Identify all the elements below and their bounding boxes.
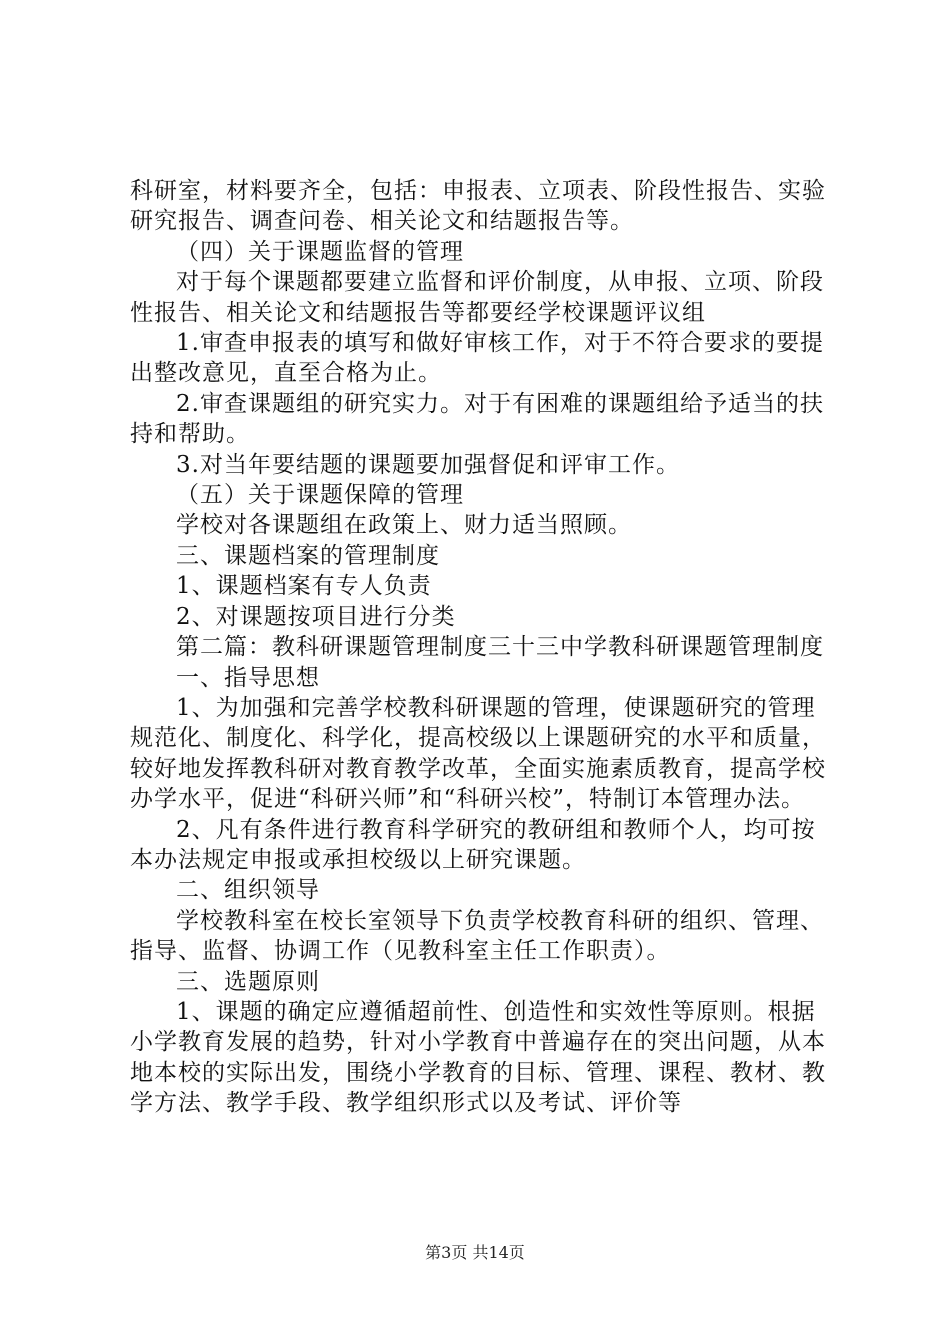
page-number-label: 第3页 共14页 — [425, 1243, 525, 1262]
paragraph: 1、为加强和完善学校教科研课题的管理，使课题研究的管理规范化、制度化、科学化，提高校级以上课题研究的水平和质量，较好地发挥教科研对教育教学改革，全面实施素质教育，提高学校办学水平，促进“科研兴师”和“科研兴校”，特制订本管理办法。 — [130, 694, 826, 813]
chapter-title: 第二篇：教科研课题管理制度三十三中学教科研课题管理制度 — [176, 634, 824, 661]
list-item: 2、对课题按项目进行分类 — [176, 603, 456, 630]
page-footer — [0, 1243, 950, 1263]
section-heading: （四）关于课题监督的管理 — [176, 238, 464, 265]
section-heading: 三、课题档案的管理制度 — [176, 542, 440, 569]
paragraph: 对于每个课题都要建立监督和评价制度，从申报、立项、阶段性报告、相关论文和结题报告等都要经学校课题评议组 — [130, 269, 824, 326]
section-heading: 一、指导思想 — [176, 664, 320, 691]
paragraph: 2、凡有条件进行教育科学研究的教研组和教师个人，均可按本办法规定申报或承担校级以上研究课题。 — [130, 816, 816, 873]
list-item: 1、课题档案有专人负责 — [176, 573, 432, 600]
list-item: 1.审查申报表的填写和做好审核工作，对于不符合要求的要提出整改意见，直至合格为止。 — [130, 330, 824, 387]
section-heading: 三、选题原则 — [176, 968, 320, 995]
section-heading: 二、组织领导 — [176, 877, 320, 904]
paragraph: 科研室，材料要齐全，包括：申报表、立项表、阶段性报告、实验研究报告、调查问卷、相关论文和结题报告等。 — [130, 178, 826, 235]
section-heading: （五）关于课题保障的管理 — [176, 482, 464, 509]
list-item: 3.对当年要结题的课题要加强督促和评审工作。 — [176, 451, 680, 478]
list-item: 2.审查课题组的研究实力。对于有困难的课题组给予适当的扶持和帮助。 — [130, 390, 824, 448]
document-body — [130, 176, 830, 1119]
paragraph: 学校对各课题组在政策上、财力适当照顾。 — [176, 512, 632, 539]
paragraph: 1、课题的确定应遵循超前性、创造性和实效性等原则。根据小学教育发展的趋势，针对小学教育中普遍存在的突出问题，从本地本校的实际出发，围绕小学教育的目标、管理、课程、教材、教学方法、教学手段、教学组织形式以及考试、评价等 — [130, 998, 826, 1117]
paragraph: 学校教科室在校长室领导下负责学校教育科研的组织、管理、指导、监督、协调工作（见教科室主任工作职责）。 — [130, 907, 824, 965]
